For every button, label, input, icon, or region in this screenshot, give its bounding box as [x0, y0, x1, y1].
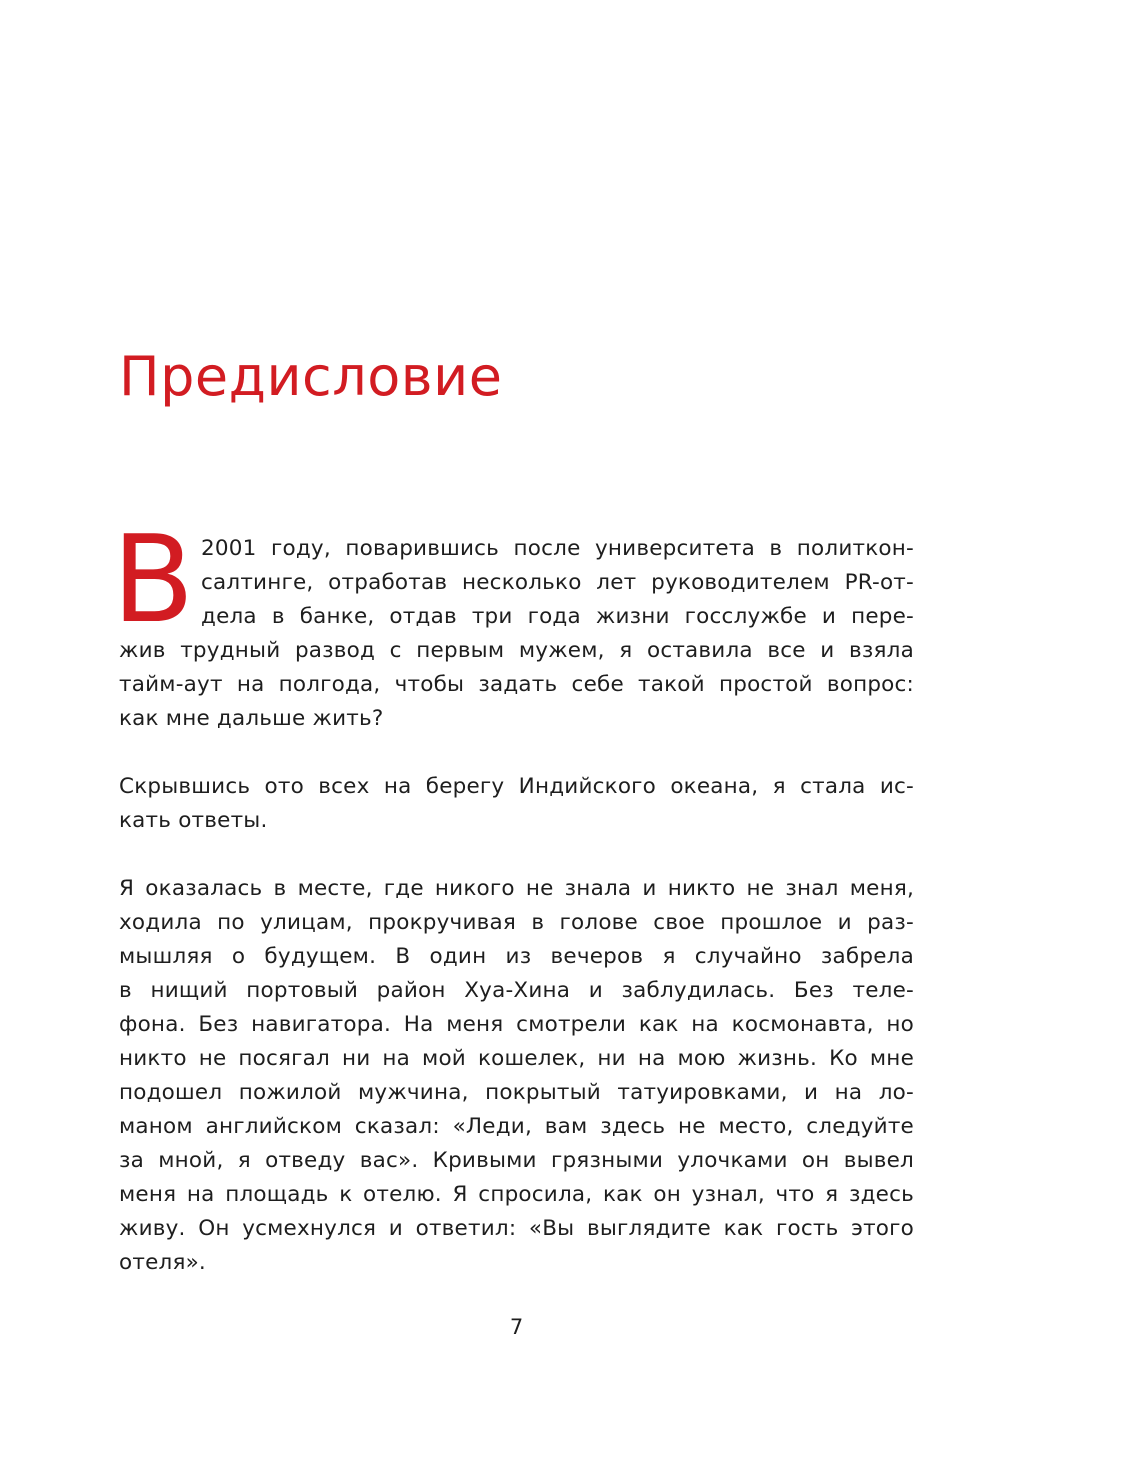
text-line: тайм-аут на полгода, чтобы задать себе такой простой вопрос:	[119, 672, 914, 697]
text-line: ходила по улицам, прокручивая в голове свое прошлое и раз-	[119, 910, 914, 935]
text-line: отеля».	[119, 1250, 206, 1275]
body-text	[119, 532, 914, 1314]
text-line: маном английском сказал: «Леди, вам здесь не место, следуйте	[119, 1114, 914, 1139]
text-line: подошел пожилой мужчина, покрытый татуировками, и на ло-	[119, 1080, 914, 1105]
text-line: салтинге, отработав несколько лет руководителем PR-от-	[201, 570, 914, 595]
chapter-title: Предисловие	[119, 345, 503, 408]
text-line: дела в банке, отдав три года жизни госслужбе и пере-	[201, 604, 914, 629]
text-line: Скрывшись ото всех на берегу Индийского океана, я стала ис-	[119, 774, 914, 799]
text-line: жив трудный развод с первым мужем, я оставила все и взяла	[119, 638, 914, 663]
paragraph-3	[119, 872, 914, 1280]
text-line: в нищий портовый район Хуа-Хина и заблудилась. Без теле-	[119, 978, 914, 1003]
page-number: 7	[509, 1315, 524, 1339]
text-line: мышляя о будущем. В один из вечеров я случайно забрела	[119, 944, 914, 969]
text-line: фона. Без навигатора. На меня смотрели как на космонавта, но	[119, 1012, 914, 1037]
text-line: как мне дальше жить?	[119, 706, 384, 731]
text-line: живу. Он усмехнулся и ответил: «Вы выглядите как гость этого	[119, 1216, 914, 1241]
text-line: Я оказалась в месте, где никого не знала и никто не знал меня,	[119, 876, 914, 901]
paragraph-2	[119, 770, 914, 838]
text-line: меня на площадь к отелю. Я спросила, как он узнал, что я здесь	[119, 1182, 914, 1207]
text-line: кать ответы.	[119, 808, 268, 833]
paragraph-1	[119, 532, 914, 736]
drop-cap-letter: В	[112, 511, 195, 650]
text-line: 2001 году, поварившись после университета в политкон-	[201, 536, 914, 561]
text-line: никто не посягал ни на мой кошелек, ни на мою жизнь. Ко мне	[119, 1046, 914, 1071]
text-line: за мной, я отведу вас». Кривыми грязными улочками он вывел	[119, 1148, 914, 1173]
